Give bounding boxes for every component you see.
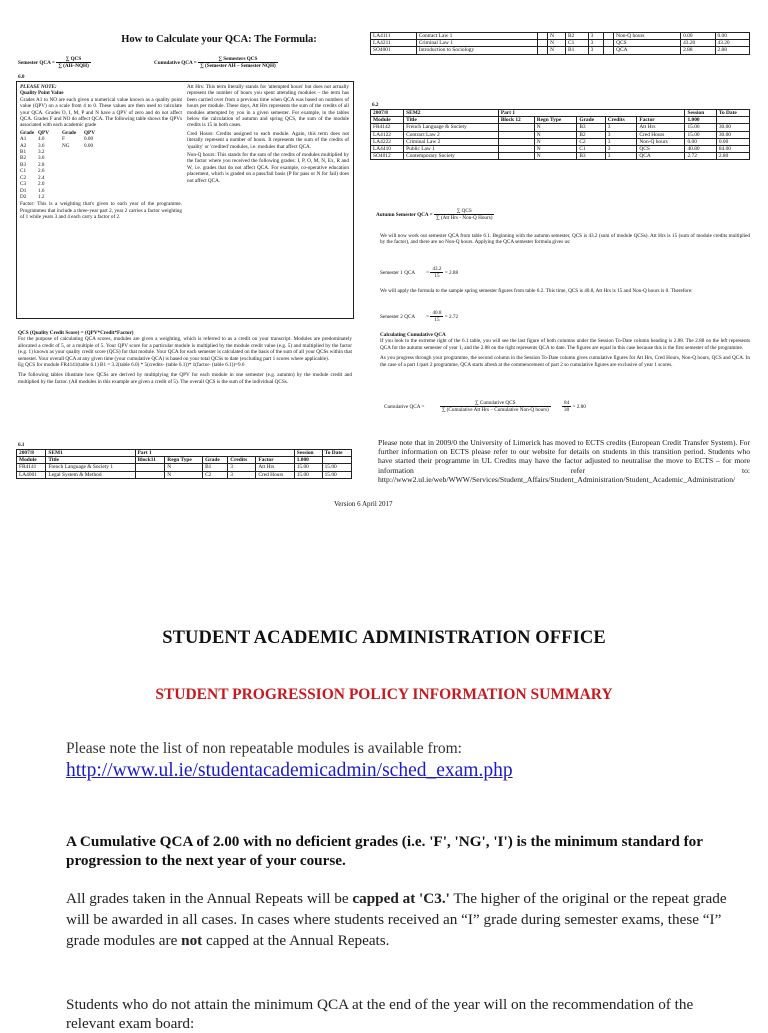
- grade-cell: 1.2: [38, 193, 45, 200]
- table-cell: N: [165, 471, 203, 478]
- table-cell: 0.00: [685, 138, 716, 145]
- table-cell: SO4012: [371, 153, 404, 160]
- semester-2-label: Semester 2 QCA: [380, 314, 415, 321]
- section-6-2: 6.2: [372, 102, 379, 108]
- table-cell: SEM2: [404, 110, 499, 117]
- table-cell: Factor: [256, 457, 294, 464]
- grade-cell: 3.2: [38, 149, 45, 156]
- cumulative-example-value-den: 30: [564, 407, 570, 414]
- table-cell: 15.00: [322, 464, 351, 471]
- table-cell: 1.000: [685, 117, 716, 124]
- semester-2-qca: [380, 310, 580, 324]
- table-cell: B2: [577, 131, 605, 138]
- table-cell: Module: [371, 117, 404, 124]
- table-cell: 0.00: [715, 33, 750, 40]
- semester-formula-denominator: ∑ (AH–NQH): [58, 63, 89, 70]
- note-subtitle: Quality Point Value: [20, 90, 64, 97]
- table-cell: N: [548, 47, 566, 54]
- table-cell: 15.00: [294, 464, 322, 471]
- table-cell: [498, 138, 534, 145]
- minimum-qca-text: Students who do not attain the minimum QCA at the end of the year will on the recommendation of the relevant exam board:: [66, 996, 694, 1032]
- semester-2-numerator: 40.8: [432, 310, 442, 316]
- semester-1-result: = 2.88: [444, 270, 459, 277]
- table-cell: B3: [577, 153, 605, 160]
- table-cell: [498, 124, 534, 131]
- table-cell: 30.00: [716, 131, 749, 138]
- table-cell: Non-Q hours: [614, 33, 681, 40]
- qcs-example: Eg QCS for module FR4141(table 6.1) B1 = 3.2(table 6.0) * 5(credits- (table 6.1))* 1(factor- (table 6.1))=9.6: [18, 362, 245, 369]
- table-cell: Title: [404, 117, 499, 124]
- table-cell: SO4001: [371, 47, 417, 54]
- autumn-formula-fraction: [434, 208, 495, 222]
- semester-1-numerator: 43.2: [432, 266, 442, 272]
- autumn-formula: [376, 208, 676, 222]
- table-cell: FR4142: [371, 124, 404, 131]
- non-repeatable-note: Please note the list of non repeatable modules is available from:: [66, 740, 462, 757]
- table-cell: Non-Q hours: [637, 138, 685, 145]
- table-cell: QCA: [614, 47, 681, 54]
- att-hrs-text: Att Hrs: This term literally stands for 'attempted hours' but does not actually represent the number of hours you spent attending modules – the term has been carried over from a previous time when QCA was based on numbers of hours per module. These days, Att Hrs represents the sum of the credits of all modules attempted by you in a given semester. For example, in the tables below the calculation of autumn and spring QCS, the sum of the module credits is 15 in both cases.: [187, 84, 349, 129]
- section-6-0: 6.0: [18, 74, 25, 80]
- table-row: [17, 457, 352, 464]
- tables-intro: The following tables illustrate how QCSs are derived by multiplying the QPV for each module in one semester (e.g. autumn) by the module credit and multiplied by the factor. (All modules in this example are given a credit of 5). The overall QCS is the sum of the individual QCSs.: [18, 372, 352, 385]
- grade-col-header: Grade: [20, 129, 35, 136]
- table-cell: 3: [605, 131, 637, 138]
- table-cell: Cred Hours: [637, 131, 685, 138]
- table-cell: 0.00: [716, 138, 749, 145]
- table-cell: B1: [203, 464, 228, 471]
- table-cell: LA4211: [371, 40, 417, 47]
- table-cell: N: [534, 138, 577, 145]
- table-cell: N: [548, 40, 566, 47]
- table-cell: QCS: [614, 40, 681, 47]
- table-cell: B1: [565, 47, 588, 54]
- table-cell: French Language & Society 1: [46, 464, 135, 471]
- doc-title: How to Calculate your QCA: The Formula:: [121, 34, 317, 45]
- cred-hours-text: Cred Hours: Credits assigned to each module. Again, this term does not literally represent a number of hours. It represents the sum of the credits of 'quality' or 'credited' modules, i.e. modules that affect QCA.: [187, 130, 349, 150]
- table-cell: LA4001: [17, 471, 46, 478]
- table-cell: 2.88: [681, 47, 715, 54]
- cumulative-example-fraction: [440, 400, 551, 414]
- grade-cell: [62, 194, 82, 200]
- grade-table: [20, 136, 182, 200]
- semester-1-denominator: 15: [434, 273, 440, 280]
- qcs-body: For the purpose of calculating QCA scores, modules are given a weighting, which is referred to as a credit on your transcript. Modules are predominately allocated a credit of 5, or a multiple of 5. Your QPV score for a particular module is multiplied by the module credit value (e.g. 5) and multiplied by the factor (e.g. 1) known as your quality credit score (QCS) for that module. Your QCA for each semester is calculated on the basis of the sum of all your QCSs within that semester. Your overall QCA at any given time (your cumulative QCA) is based on your total QCSs to date (excluding part 1 scores where applicable).: [18, 336, 352, 362]
- table-row: [17, 464, 352, 471]
- cumulative-example-value-num: 84: [564, 400, 570, 406]
- table-cell: Contract Law 1: [416, 33, 537, 40]
- table-cell: 15.00: [322, 471, 351, 478]
- table-cell: 3: [228, 464, 256, 471]
- note-right-column: [187, 84, 349, 184]
- semester-1-fraction: [430, 266, 443, 280]
- grade-cell: 0.00: [84, 136, 94, 143]
- autumn-formula-label: Autumn Semester QCA =: [376, 212, 433, 219]
- grade-cell: 2.4: [38, 174, 45, 181]
- table-cell: 1.000: [294, 457, 322, 464]
- table-row: [17, 450, 352, 457]
- semester-2-fraction: [430, 310, 443, 324]
- cumulative-formula-example: [384, 400, 754, 414]
- cumulative-example-denominator: ∑ (Cumulative Att Hrs – Cumulative Non-Q hours): [441, 407, 549, 414]
- table-cell: 3: [228, 471, 256, 478]
- table-cell: 3: [588, 33, 603, 40]
- table-cell: LA4410: [371, 146, 404, 153]
- table-6-2: [370, 109, 750, 160]
- semester-1-equals: =: [426, 270, 430, 277]
- qpv-col-header: QPV: [38, 129, 49, 136]
- cumulative-formula-fraction: [198, 56, 278, 70]
- table-cell: C2: [577, 138, 605, 145]
- note-title: PLEASE NOTE:: [20, 84, 57, 90]
- semester-formula-numerator: ∑ QCS: [56, 56, 91, 63]
- table-cell: SEM1: [46, 450, 135, 457]
- table-cell: QCA: [637, 153, 685, 160]
- cumulative-formula: [154, 56, 344, 70]
- cumulative-example-values: [562, 400, 571, 414]
- table-cell: C2: [203, 471, 228, 478]
- table-cell: [538, 33, 548, 40]
- table-cell: Introduction to Sociology: [416, 47, 537, 54]
- grade-cell: D2: [20, 193, 27, 200]
- semester-1-qca: [380, 266, 580, 280]
- autumn-body: We will now work out semester QCA from table 6.1. Beginning with the autumn semester, QCS is 43.2 (sum of module QCSs). Att Hrs is 15 (sum of module credits multiplied by the factor), and there are no Non-Q hours. Applying the QCA semester formula gives us:: [380, 233, 750, 246]
- table-cell: Credits: [228, 457, 256, 464]
- non-q-hours-text: Non-Q hours: This stands for the sum of the credits of modules multiplied by the factor where you received the following grades: I, P, O, M, N, Ex, R and W, i.e. grades that do not affect QCA. For example, co-operative education placement, which is graded on a pass/fail basis (P for pass or N for fail) does not affect QCA.: [187, 152, 349, 184]
- table-cell: LA4222: [371, 138, 404, 145]
- grade-cell: 2.6: [38, 168, 45, 175]
- table-cell: Session: [294, 450, 322, 457]
- annual-repeats-not: not: [181, 932, 203, 949]
- grade-cell: 4.0: [38, 136, 45, 143]
- autumn-formula-numerator: ∑ QCS: [434, 208, 495, 215]
- table-cell: [604, 47, 614, 54]
- table-cell: [604, 40, 614, 47]
- grade-cell: B2: [20, 155, 27, 162]
- grade-cell: 3.6: [38, 142, 45, 149]
- table-cell: Block 12: [498, 117, 534, 124]
- table-row: [371, 110, 750, 117]
- table-cell: Module: [17, 457, 46, 464]
- cumulative-title: Calculating Cumulative QCA: [380, 332, 446, 338]
- table-row: [371, 117, 750, 124]
- table-cell: FR4141: [17, 464, 46, 471]
- table-cell: 3: [588, 47, 603, 54]
- annual-repeats-part-1: All grades taken in the Annual Repeats will be: [66, 890, 353, 907]
- table-cell: N: [165, 464, 203, 471]
- table-cell: [135, 464, 165, 471]
- table-cell: N: [534, 153, 577, 160]
- cumulative-section: [380, 332, 750, 368]
- grade-cell: NG: [62, 142, 70, 149]
- annual-repeats-part-2: The higher of the original or the repeat grade will be awarded in all cases. In cases where students received an “I” grade during semester exams, these “I” grade modules are: [66, 890, 727, 949]
- table-cell: [135, 471, 165, 478]
- cumulative-formula-label: Cumulative QCA =: [154, 60, 197, 67]
- table-cell: 15.00: [294, 471, 322, 478]
- section-6-1: 6.1: [18, 442, 25, 448]
- table-cell: 84.00: [716, 146, 749, 153]
- grade-cell: 1.6: [38, 187, 45, 194]
- table-cell: 15.00: [685, 131, 716, 138]
- office-heading: STUDENT ACADEMIC ADMINISTRATION OFFICE: [162, 628, 606, 648]
- table-cell: Credits: [605, 117, 637, 124]
- table-cell: C1: [565, 40, 588, 47]
- table-cell: [322, 457, 351, 464]
- qca-guide-page: [14, 30, 754, 510]
- note-body: Grades A1 to NO are each given a numerical value known as a quality point value (QPV) on a scale from 4 to 0. These values are then used to calculate your QCA. Grades O, I, M, P and N have a QPV of zero and do not affect QCA. Grades F and NO do affect QCA. The following table shows the QPVs associated with each academic grade: [20, 96, 182, 129]
- table-cell: Public Law 1: [404, 146, 499, 153]
- semester-1-label: Semester 1 QCA: [380, 270, 415, 277]
- table-cell: LA4111: [371, 33, 417, 40]
- table-cell: Att Hrs: [256, 464, 294, 471]
- table-cell: 2.88: [715, 47, 750, 54]
- table-row: [371, 146, 750, 153]
- cumulative-body: If you look to the extreme right of the 6.1 table, you will see the last figure of both columns under the Session To-Date column heading is 2.88. The 2.88 on the left represents QCA for the autumn semester of year 1, and the 2.88 on the right represents QCA to date. The figures are equal in this case because this is the first semester of the programme.: [380, 338, 750, 351]
- table-cell: N: [534, 124, 577, 131]
- grade-cell: 2.0: [38, 181, 45, 188]
- semester-formula-label: Semester QCA =: [18, 60, 55, 67]
- table-cell: [498, 131, 534, 138]
- table-cell: Part 1: [498, 110, 685, 117]
- table-cell: 3: [605, 138, 637, 145]
- table-cell: 15.00: [685, 124, 716, 131]
- semester-2-result: = 2.72: [444, 314, 459, 321]
- grade-cell: 3.0: [38, 155, 45, 162]
- cumulative-example-numerator: ∑ Cumulative QCS: [440, 400, 551, 407]
- table-cell: 2.72: [685, 153, 716, 160]
- table-cell: Title: [46, 457, 135, 464]
- semester-formula-fraction: [56, 56, 91, 70]
- table-row: [371, 138, 750, 145]
- table-row: [17, 471, 352, 478]
- table-cell: 43.20: [681, 40, 715, 47]
- table-cell: Regn Type: [534, 117, 577, 124]
- table-cell: To Date: [322, 450, 351, 457]
- table-cell: QCS: [637, 146, 685, 153]
- qcs-section: [18, 330, 352, 385]
- table-6-1: [16, 449, 352, 479]
- grade-cell: A1: [20, 136, 27, 143]
- table-cell: LA4122: [371, 131, 404, 138]
- table-6-1-continued: [370, 32, 750, 55]
- version-label: Version 6 April 2017: [334, 500, 393, 508]
- table-cell: French Language & Society: [404, 124, 499, 131]
- table-cell: Cred Hours: [256, 471, 294, 478]
- summary-heading: STUDENT PROGRESSION POLICY INFORMATION SUMMARY: [155, 686, 613, 703]
- table-cell: [498, 153, 534, 160]
- table-cell: B2: [565, 33, 588, 40]
- table-row: [371, 33, 750, 40]
- grade-cell: C1: [20, 168, 27, 175]
- progression-standard: A Cumulative QCA of 2.00 with no deficient grades (i.e. 'F', 'NG', 'I') is the minimum standard for progression to the next year of your course.: [66, 833, 703, 869]
- table-row: [371, 124, 750, 131]
- grade-cell: C3: [20, 181, 27, 188]
- grade-cell: [84, 194, 106, 200]
- grade-cell: 0.00: [84, 142, 94, 149]
- grade-cell: C2: [20, 174, 27, 181]
- table-cell: Block11: [135, 457, 165, 464]
- cumulative-example-result: = 2.80: [572, 404, 586, 411]
- table-cell: 2007/8: [371, 110, 404, 117]
- autumn-formula-denominator: ∑ (Att Hrs - Non-Q Hours): [435, 215, 493, 222]
- cumulative-body-2: As you progress through your programme, the second column in the Session To-Date column gives cumulative figures for Att Hrs, Cred Hours, Non-Q hours, QCS and QCA. In the case of a part 1/part 2 programme, QCA starts afresh at the commencement of part 2 so cumulative figures are exclusive of year 1 scores.: [380, 355, 750, 368]
- ects-note: Please note that in 2009/0 the University of Limerick has moved to ECTS credits (European Credit Transfer System). For further information on ECTS please refer to our website for details on students in this transition period. Students who have started their programme in UL Credits may have the factor adjusted to neutralise the move to ECTS – for more information refer to: http://www2.ul.ie/web/WWW/Services/Student_Affairs/Student_Administration/Student_Academic_Administration/: [378, 438, 750, 484]
- qpv-col-header: QPV: [84, 129, 95, 136]
- table-cell: [498, 146, 534, 153]
- table-cell: Part 1: [135, 450, 294, 457]
- table-row: [371, 40, 750, 47]
- schedule-exam-link[interactable]: http://www.ul.ie/studentacademicadmin/sched_exam.php: [66, 760, 513, 781]
- cumulative-formula-numerator: ∑ Semesters QCS: [198, 56, 278, 63]
- table-cell: [716, 117, 749, 124]
- qcs-title: QCS (Quality Credit Score) = (QPV*Credit*Factor): [18, 330, 134, 336]
- table-cell: C1: [577, 146, 605, 153]
- table-cell: 43.20: [715, 40, 750, 47]
- table-cell: 3: [605, 153, 637, 160]
- table-cell: Criminal Law 1: [416, 40, 537, 47]
- table-cell: Regn Type: [165, 457, 203, 464]
- table-cell: 40.80: [685, 146, 716, 153]
- table-cell: Contract Law 2: [404, 131, 499, 138]
- note-left-column: [20, 84, 182, 221]
- table-cell: Contemporary Society: [404, 153, 499, 160]
- grade-row: [20, 194, 182, 200]
- factor-text: Factor: This is a weighting that's given to each year of the programme. Programmes that include a three-year part 2, year 2 carries a factor weighting of 1 while years 3 and 4 each carry a factor of 2.: [20, 201, 182, 221]
- semester-2-denominator: 15: [434, 317, 440, 324]
- table-cell: 2007/8: [17, 450, 46, 457]
- table-cell: Session: [685, 110, 716, 117]
- spring-body: We will apply the formula to the sample spring semester figures from table 6.2. This time, QCS is 40.8, Att Hrs is 15 and Non-Q hours is 0. Therefore:: [380, 288, 693, 294]
- table-cell: [604, 33, 614, 40]
- table-cell: 30.00: [716, 124, 749, 131]
- grade-col-header: Grade: [62, 129, 77, 136]
- grade-cell: F: [62, 136, 65, 143]
- table-cell: [538, 40, 548, 47]
- grade-cell: B1: [20, 149, 27, 156]
- table-cell: [538, 47, 548, 54]
- grade-cell: B3: [20, 161, 27, 168]
- grade-cell: D1: [20, 187, 27, 194]
- table-cell: Grade: [203, 457, 228, 464]
- note-box: [16, 81, 354, 319]
- grade-cell: A2: [20, 142, 27, 149]
- annual-repeats-capped: capped at 'C3.': [352, 890, 450, 907]
- table-cell: 3: [605, 124, 637, 131]
- table-cell: 3: [588, 40, 603, 47]
- grade-cell: 2.8: [38, 161, 45, 168]
- table-cell: Att Hrs: [637, 124, 685, 131]
- table-cell: B3: [577, 124, 605, 131]
- table-row: [371, 131, 750, 138]
- table-cell: 0.00: [681, 33, 715, 40]
- semester-2-equals: =: [426, 314, 430, 321]
- table-cell: N: [548, 33, 566, 40]
- table-cell: Grade: [577, 117, 605, 124]
- table-row: [371, 47, 750, 54]
- annual-repeats-text: [66, 888, 734, 951]
- table-row: [371, 153, 750, 160]
- table-cell: Factor: [637, 117, 685, 124]
- cumulative-formula-denominator: ∑ (Semester AH – Semester NQH): [200, 63, 276, 70]
- table-cell: 3: [605, 146, 637, 153]
- table-cell: 2.80: [716, 153, 749, 160]
- cumulative-example-label: Cumulative QCA =: [384, 404, 425, 411]
- table-cell: To Date: [716, 110, 749, 117]
- annual-repeats-part-3: capped at the Annual Repeats.: [202, 932, 390, 949]
- table-cell: N: [534, 131, 577, 138]
- table-cell: N: [534, 146, 577, 153]
- table-cell: Legal System & Method: [46, 471, 135, 478]
- table-cell: Criminal Law 2: [404, 138, 499, 145]
